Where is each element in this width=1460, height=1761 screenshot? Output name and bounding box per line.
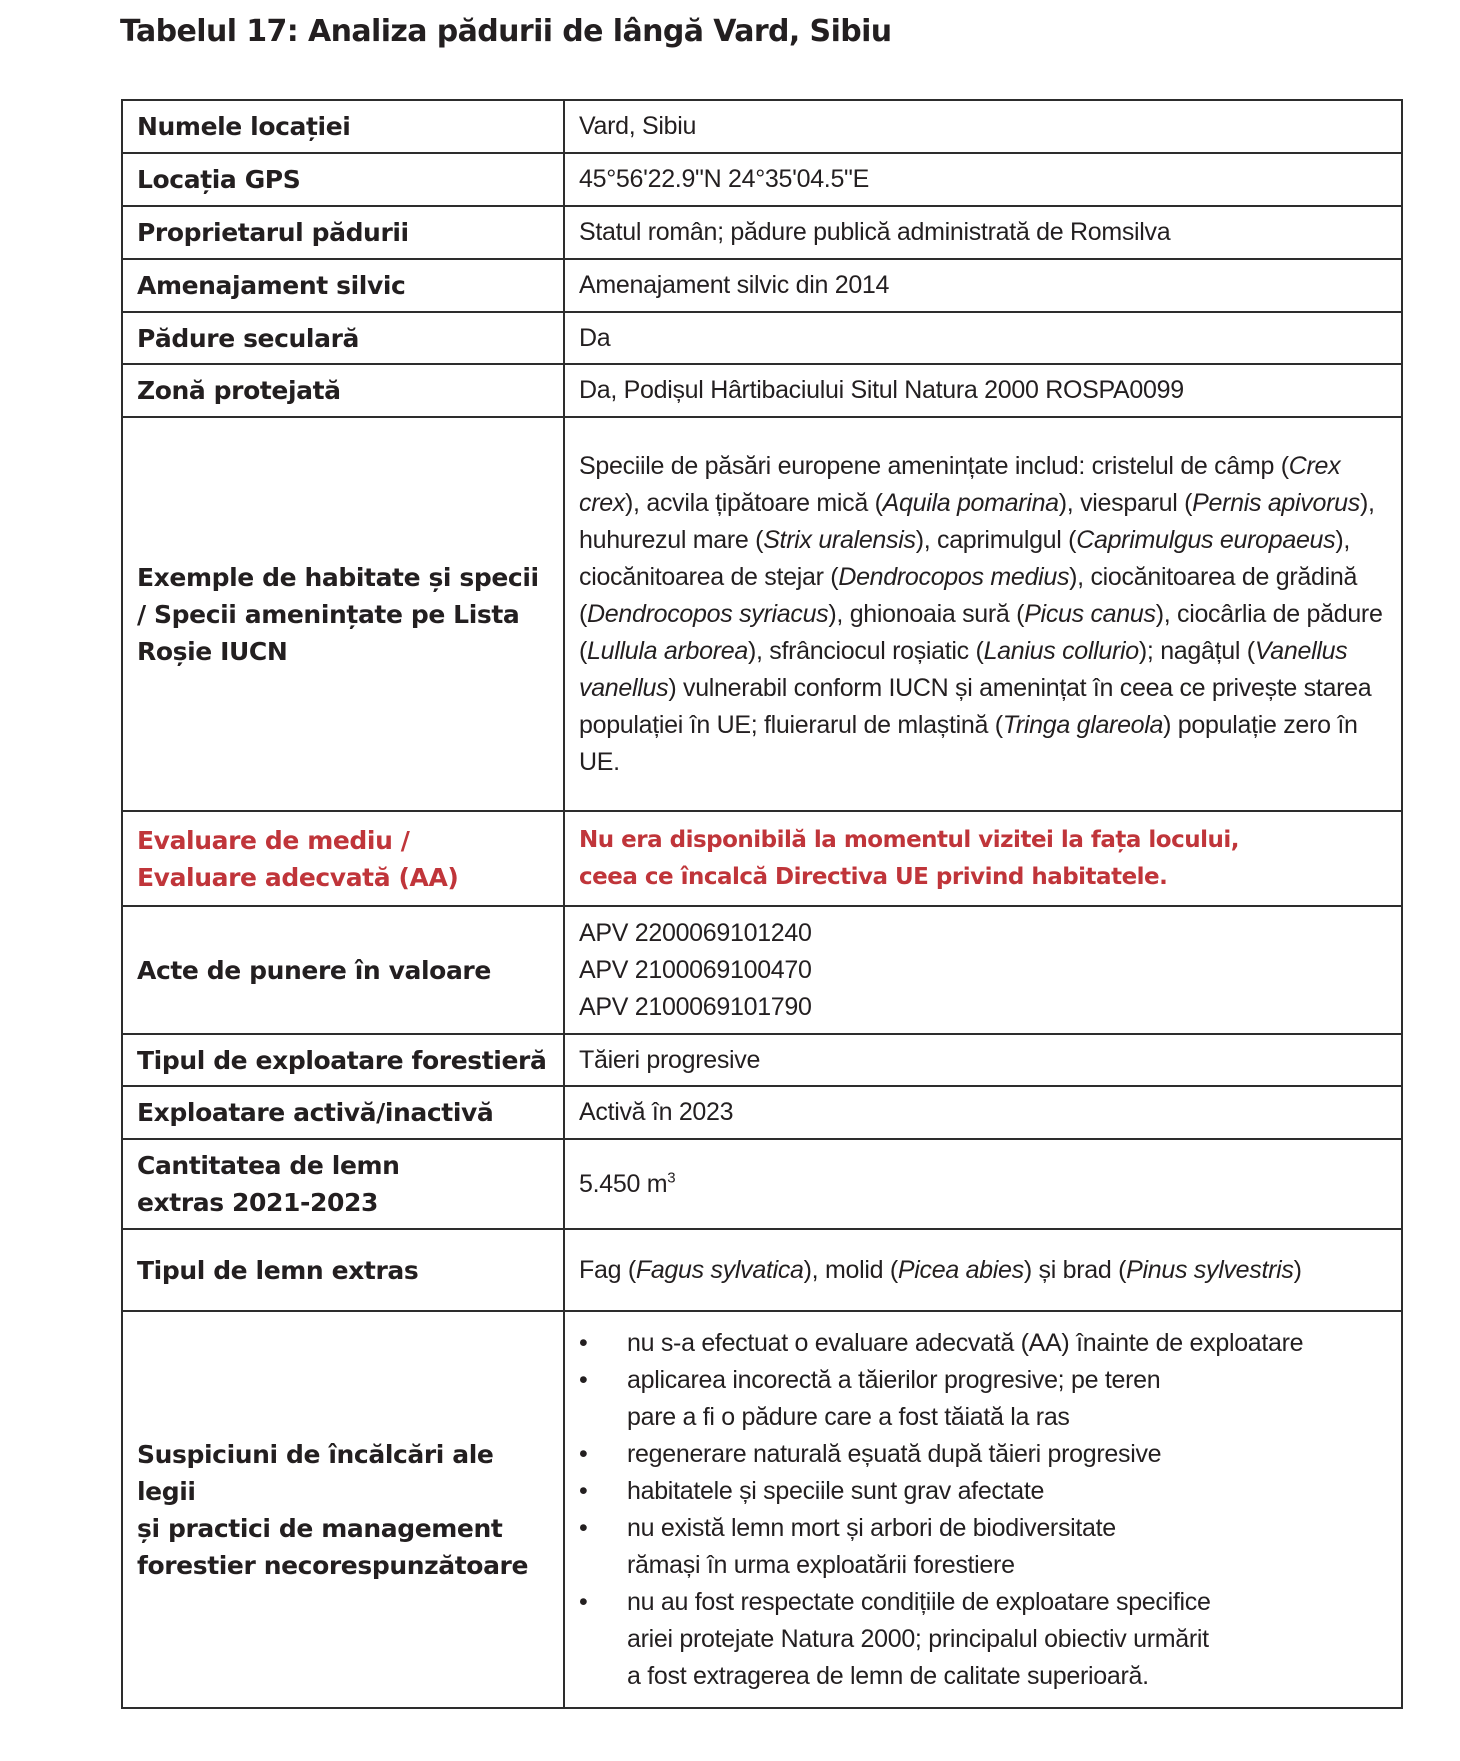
scientific-name: Tringa glareola (1002, 710, 1164, 739)
text-segment: ) și brad ( (1023, 1255, 1127, 1284)
table-row (122, 906, 1402, 1034)
row-value: Activă în 2023 (564, 1086, 1402, 1139)
scientific-name: Picus canus (1024, 599, 1156, 628)
text-segment: ); nagâțul ( (1138, 636, 1255, 665)
row-label: Pădure seculară (122, 312, 564, 364)
text-segment: ), ciocârlia de pădure ( (579, 599, 1383, 665)
scientific-name: Lanius collurio (983, 636, 1139, 665)
list-item: • nu există lemn mort și arbori de biodiversitate rămași în urma exploatării forestiere (579, 1510, 1387, 1584)
row-label: Proprietarul pădurii (122, 206, 564, 259)
table-row (122, 1311, 1402, 1708)
row-label: Exemple de habitate și specii / Specii amenințate pe Lista Roșie IUCN (122, 417, 564, 811)
scientific-name: Dendrocopos medius (838, 562, 1070, 591)
row-label: Exploatare activă/inactivă (122, 1086, 564, 1139)
scientific-name: Pernis apivorus (1192, 488, 1360, 517)
row-value: Da (564, 312, 1402, 364)
alert-value: Nu era disponibilă la momentul vizitei la fața locului, ceea ce încalcă Directiva UE privind habitatele. (564, 811, 1402, 906)
text-segment: ), acvila țipătoare mică ( (625, 488, 883, 517)
row-label: Numele locației (122, 100, 564, 153)
text-segment: ) vulnerabil conform IUCN și amenințat în ceea ce privește starea populației în UE; fluierarul de mlaștină ( (579, 673, 1372, 739)
table-row (122, 100, 1402, 153)
forest-analysis-table (121, 99, 1403, 1709)
bullet-icon: • (579, 1587, 588, 1616)
scientific-name: Pinus sylvestris (1126, 1255, 1294, 1284)
list-item: • aplicarea incorectă a tăierilor progresive; pe teren pare a fi o pădure care a fost tăiată la ras (579, 1362, 1387, 1436)
apv-item: APV 2200069101240 (579, 918, 812, 947)
violations-list-cell (564, 1311, 1402, 1708)
table-title: Tabelul 17: Analiza pădurii de lângă Vard, Sibiu (120, 14, 892, 49)
table-row (122, 153, 1402, 206)
row-value: Amenajament silvic din 2014 (564, 259, 1402, 312)
apv-list (564, 906, 1402, 1034)
table-row (122, 1034, 1402, 1086)
row-value: 45°56'22.9"N 24°35'04.5"E (564, 153, 1402, 206)
table-row-alert (122, 811, 1402, 906)
table-row (122, 206, 1402, 259)
scientific-name: Caprimulgus europaeus (1076, 525, 1336, 554)
scientific-name: Vanellus vanellus (579, 636, 1348, 702)
scientific-name: Aquila pomarina (882, 488, 1059, 517)
text-segment: ), huhurezul mare ( (579, 488, 1375, 554)
bullet-icon: • (579, 1328, 588, 1357)
row-value: Statul român; pădure publică administrată de Romsilva (564, 206, 1402, 259)
text-segment: ), ciocănitoarea de stejar ( (579, 525, 1351, 591)
row-label: Zonă protejată (122, 364, 564, 417)
scientific-name: Fagus sylvatica (635, 1255, 804, 1284)
list-item: • nu s-a efectuat o evaluare adecvată (AA) înainte de exploatare (579, 1325, 1387, 1362)
row-label: Amenajament silvic (122, 259, 564, 312)
apv-item: APV 2100069100470 (579, 955, 812, 984)
list-item: • nu au fost respectate condițiile de exploatare specifice ariei protejate Natura 2000; principalul obiectiv urmărit a fost extragerea de lemn de calitate superioară. (579, 1584, 1387, 1695)
row-value: Vard, Sibiu (564, 100, 1402, 153)
text-segment: ), viesparul ( (1058, 488, 1193, 517)
apv-item: APV 2100069101790 (579, 992, 812, 1021)
violations-list (579, 1325, 1387, 1695)
row-label: Tipul de lemn extras (122, 1229, 564, 1311)
table-row (122, 312, 1402, 364)
bullet-icon: • (579, 1476, 588, 1505)
row-value: Tăieri progresive (564, 1034, 1402, 1086)
scientific-name: Crex crex (579, 451, 1341, 517)
table-row (122, 259, 1402, 312)
row-label: Locația GPS (122, 153, 564, 206)
table-row (122, 417, 1402, 811)
table-row (122, 1229, 1402, 1311)
text-segment: ) (1293, 1255, 1302, 1284)
row-value: Da, Podișul Hârtibaciului Situl Natura 2000 ROSPA0099 (564, 364, 1402, 417)
species-description (564, 417, 1402, 811)
table-row (122, 1086, 1402, 1139)
bullet-icon: • (579, 1439, 588, 1468)
scientific-name: Dendrocopos syriacus (587, 599, 829, 628)
text-segment: ), ghionoaia sură ( (828, 599, 1025, 628)
text-segment: Speciile de păsări europene amenințate includ: cristelul de câmp ( (579, 451, 1289, 480)
text-segment: ), sfrânciocul roșiatic ( (747, 636, 984, 665)
text-segment: ), caprimulgul ( (915, 525, 1077, 554)
list-item: • regenerare naturală eșuată după tăieri progresive (579, 1436, 1387, 1473)
text-segment: Fag ( (579, 1255, 636, 1284)
scientific-name: Lullula arborea (587, 636, 748, 665)
text-segment: ), ciocănitoarea de grădină ( (579, 562, 1358, 628)
wood-volume: 5.450 $m^3$ (564, 1139, 1402, 1229)
wood-types (564, 1229, 1402, 1311)
cubic-superscript: 3 (667, 1169, 676, 1187)
row-label: Tipul de exploatare forestieră (122, 1034, 564, 1086)
row-label: Evaluare de mediu / Evaluare adecvată (AA) (122, 811, 564, 906)
row-label: Suspiciuni de încălcări ale legii și practici de management forestier necorespunzătoare (122, 1311, 564, 1708)
list-item: • habitatele și speciile sunt grav afectate (579, 1473, 1387, 1510)
scientific-name: Strix uralensis (763, 525, 916, 554)
row-label: Acte de punere în valoare (122, 906, 564, 1034)
text-segment: ) populație zero în UE. (579, 710, 1358, 776)
text-segment: ), molid ( (803, 1255, 898, 1284)
table-row (122, 364, 1402, 417)
bullet-icon: • (579, 1365, 588, 1394)
bullet-icon: • (579, 1513, 588, 1542)
row-label: Cantitatea de lemn extras 2021-2023 (122, 1139, 564, 1229)
scientific-name: Picea abies (897, 1255, 1024, 1284)
table-row (122, 1139, 1402, 1229)
